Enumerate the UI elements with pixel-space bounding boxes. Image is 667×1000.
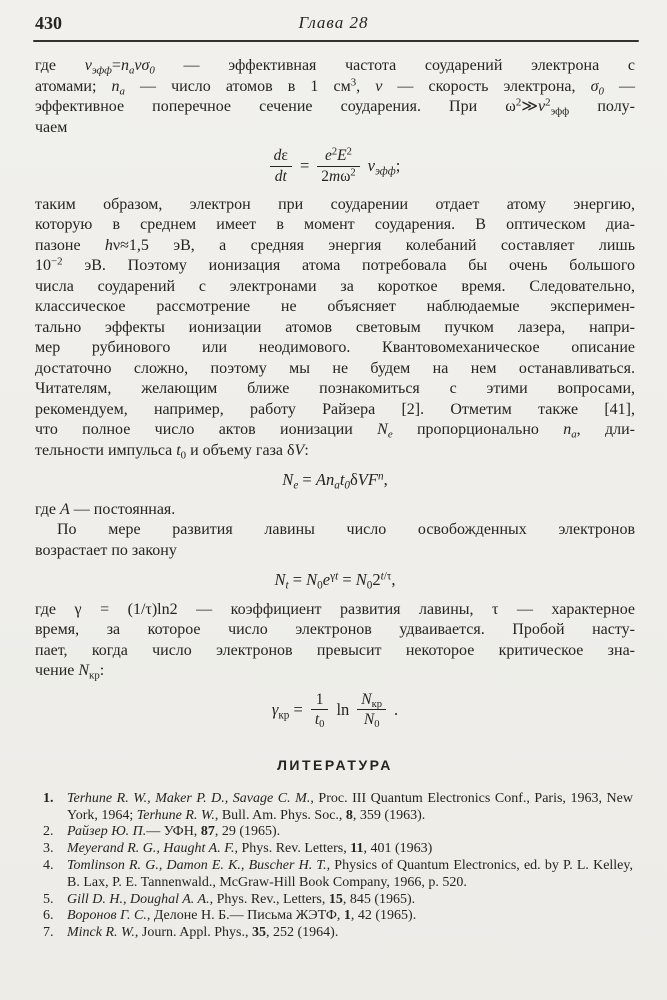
paragraph-avalanche-growth <box>35 520 635 561</box>
reference-number: 5. <box>43 891 54 907</box>
reference-number: 4. <box>43 857 54 873</box>
equation-fraction: $\frac{N_{кр}}{N_0}$ <box>357 691 386 730</box>
equation-text: $\gamma_{кр}$ = <box>271 699 303 722</box>
reference-item <box>41 892 633 909</box>
reference-number: 1. <box>43 790 54 806</box>
text-line: Читателям, желающим ближе познакомиться с этими вопросами, <box>35 380 635 398</box>
text-line: где $\nu_{эфф}=n_av\sigma_0$ — эффективная частота соударений электрона с <box>35 57 635 77</box>
text-line: тально эффекты ионизации атомов световым пучком лазера, напри- <box>35 318 635 336</box>
text-line: где γ = (1/τ)ln2 — коэффициент развития лавины, τ — характерное <box>35 600 635 618</box>
reference-item <box>41 858 633 892</box>
text-line: пает, когда число электронов превысит некоторое критическое зна- <box>35 641 635 659</box>
reference-text: Райзер Ю. П.— УФН, 87, 29 (1965). <box>67 824 281 840</box>
reference-item <box>41 824 633 841</box>
paragraph-collision-ionization <box>35 195 635 462</box>
text-line: чаем <box>35 118 68 136</box>
reference-number: 6. <box>43 908 54 924</box>
header-rule <box>33 40 639 42</box>
paragraph-effective-frequency <box>35 56 635 138</box>
text-line: что полное число актов ионизации $N_e$ пропорционально $n_a$, дли- <box>35 421 635 441</box>
text-line: мер рубинового или неодимового. Квантовомеханическое описание <box>35 339 635 357</box>
reference-text: Воронов Г. С., Делоне Н. Б.— Письма ЖЭТФ, 1, 42 (1965). <box>67 908 417 924</box>
literature-section <box>35 755 635 942</box>
reference-item <box>41 841 633 858</box>
reference-text: Gill D. H., Doughal A. A., Phys. Rev., Letters, 15, 845 (1965). <box>67 891 416 907</box>
equation-fraction: $\frac{d\varepsilon}{dt}$ <box>270 147 292 186</box>
equation-text: . <box>394 699 399 719</box>
reference-text: Terhune R. W., Maker P. D., Savage C. M., Proc. III Quantum Electronics Conf., Paris, 1963, New York, 1964; Terhune R. W., Bull. Am. Phys. Soc., 8, 359 (1963). <box>67 790 633 823</box>
text-line: числа соударений с электронами за короткое время. Следовательно, <box>35 277 635 295</box>
reference-text: Minck R. W., Journ. Appl. Phys., 35, 252 (1964). <box>67 925 339 941</box>
text-line: где A — постоянная. <box>35 500 176 518</box>
equation-text: $N_t = N_0e^{\gamma t} = N_02^{t/\tau}$, <box>274 570 396 592</box>
page-number: 430 <box>35 13 62 33</box>
page-body <box>35 56 635 942</box>
reference-item <box>41 791 633 825</box>
reference-text: Tomlinson R. G., Damon E. K., Buscher H. T., Physics of Quantum Electronics, ed. by P. L. Kelley, B. Lax, P. E. Tannenwald., McGraw-Hill Book Company, 1966, p. 520. <box>67 857 633 890</box>
equation-energy-gain <box>35 147 635 186</box>
reference-item <box>41 925 633 942</box>
equation-critical-gamma <box>35 691 635 730</box>
text-line: атомами; $n_a$ — число атомов в 1 $см^3$, v — скорость электрона, $\sigma_0$ — <box>35 76 636 97</box>
text-line: По мере развития лавины число освобожденных электронов <box>57 521 635 539</box>
reference-number: 2. <box>43 824 54 840</box>
page-header <box>0 0 667 39</box>
equation-text: = <box>299 156 310 176</box>
text-line: эффективное поперечное сечение соударения. При $\omega^2≫\nu^2_{эфф}$ полу- <box>35 96 636 118</box>
paragraph-constant-note <box>35 500 635 521</box>
equation-fraction: $\frac{1}{t_0}$ <box>311 691 329 730</box>
text-line: тельности импульса $t_0$ и объему газа δV: <box>35 441 309 461</box>
reference-number: 3. <box>43 841 54 857</box>
paragraph-breakdown-criterion <box>35 600 635 682</box>
chapter-title: Глава 28 <box>298 13 369 32</box>
equation-ionization-acts <box>35 470 635 491</box>
text-line: классическое рассмотрение не объясняет наблюдаемые эксперимен- <box>35 298 635 316</box>
equation-electron-growth <box>35 570 635 591</box>
text-line: возрастает по закону <box>35 541 177 559</box>
text-line: $10^{-2}$ эВ. Поэтому ионизация атома потребовала бы очень большого <box>35 255 635 275</box>
text-line: чение $N_{кр}$: <box>35 662 105 682</box>
literature-heading: ЛИТЕРАТУРА <box>277 757 393 774</box>
reference-number: 7. <box>43 925 54 941</box>
text-line: которую в среднем имеет в момент соударения. В оптическом диа- <box>35 216 635 234</box>
reference-text: Meyerand R. G., Haught A. F., Phys. Rev. Letters, 11, 401 (1963) <box>67 841 433 857</box>
equation-fraction: $\frac{e^2E^2}{2m\omega^2}$ <box>317 147 359 186</box>
text-line: таким образом, электрон при соударении отдает атому энергию, <box>35 195 635 213</box>
equation-text: $\nu_{эфф}$; <box>367 156 401 178</box>
text-line: достаточно сложно, поэтому мы не будем на нем останавливаться. <box>35 359 635 377</box>
text-line: рекомендуем, например, работу Райзера [2]. Отметим также [41], <box>35 400 635 418</box>
text-line: пазоне hν≈1,5 эВ, а средняя энергия колебаний составляет лишь <box>35 236 635 254</box>
equation-text: $N_e = An_at_0\delta VF^n$, <box>282 470 388 492</box>
reference-item <box>41 908 633 925</box>
reference-list <box>35 791 635 942</box>
equation-text: ln <box>336 699 350 719</box>
text-line: время, за которое число электронов удваивается. Пробой насту- <box>35 621 635 639</box>
